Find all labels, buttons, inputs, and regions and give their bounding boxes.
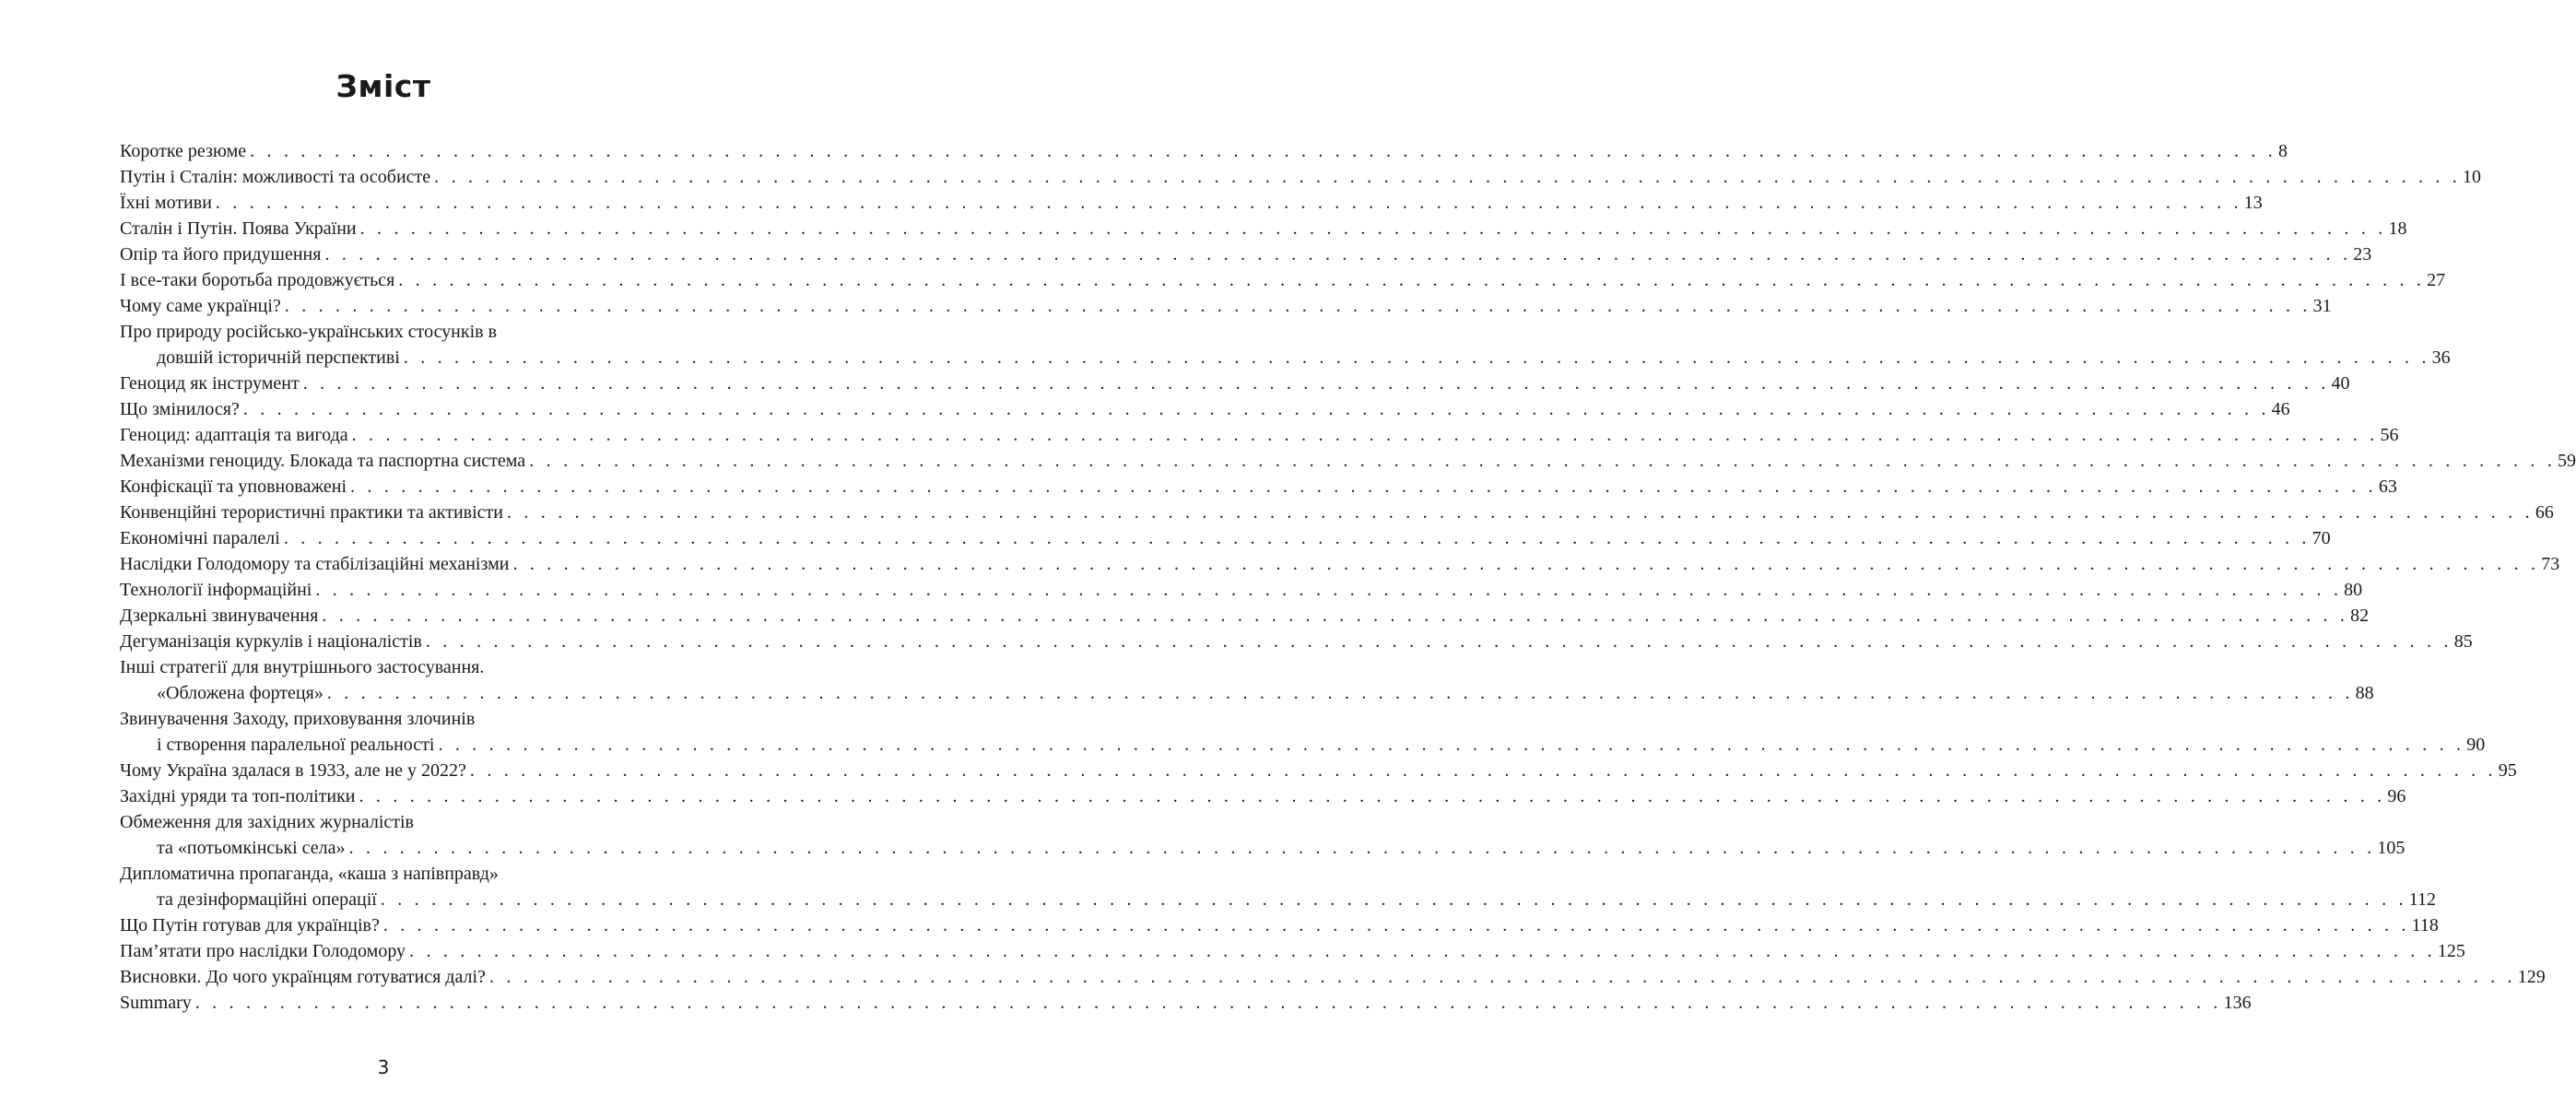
toc-entry-page-number: 40	[2331, 373, 2350, 394]
toc-entry-title: Звинувачення Заходу, приховування злочинів	[120, 709, 476, 729]
toc-entry-title: І все-таки боротьба продовжується	[120, 270, 395, 290]
toc-entry-page-number: 18	[2388, 218, 2407, 239]
toc-entry-page-number: 36	[2431, 347, 2451, 368]
toc-entry-title: Західні уряди та топ-політики	[120, 786, 356, 806]
dot-leader: . . . . . . . . . . . . . . . . . . . . . . . . . . . . . . . . . . . . . . . . . . . . . . . . . . . . . . . . . . . . . . . . . . . . . . . . . . . . . . . . . . . . . . . . . . . . . . . . . . . . . . . . . . . . . . . . . . . . . . . .	[529, 451, 2556, 471]
dot-leader: . . . . . . . . . . . . . . . . . . . . . . . . . . . . . . . . . . . . . . . . . . . . . . . . . . . . . . . . . . . . . . . . . . . . . . . . . . . . . . . . . . . . . . . . . . . . . . . . . . . . . . . . . . . . . . . . . . . . . . . .	[512, 554, 2540, 574]
toc-entry-title: Що змінилося?	[120, 399, 240, 419]
toc-entry-page-number: 112	[2408, 889, 2436, 910]
dot-leader: . . . . . . . . . . . . . . . . . . . . . . . . . . . . . . . . . . . . . . . . . . . . . . . . . . . . . . . . . . . . . . . . . . . . . . . . . . . . . . . . . . . . . . . . . . . . . . . . . . . . . . . . . . . . . . . . . . . . . . . .	[315, 580, 2343, 600]
toc-entry-title: Економічні паралелі	[120, 528, 280, 548]
toc-entry	[120, 809, 2405, 861]
toc-entry-page-number: 129	[2517, 967, 2546, 987]
dot-leader: . . . . . . . . . . . . . . . . . . . . . . . . . . . . . . . . . . . . . . . . . . . . . . . . . . . . . . . . . . . . . . . . . . . . . . . . . . . . . . . . . . . . . . . . . . . . . . . . . . . . . . . . . . . . . . . . . . . . . . . .	[469, 760, 2497, 781]
toc-entry-title: Опір та його придушення	[120, 244, 322, 265]
dot-leader: . . . . . . . . . . . . . . . . . . . . . . . . . . . . . . . . . . . . . . . . . . . . . . . . . . . . . . . . . . . . . . . . . . . . . . . . . . . . . . . . . . . . . . . . . . . . . . . . . . . . . . . . . . . . . . . . . . . . . . . .	[326, 683, 2354, 703]
dot-leader: . . . . . . . . . . . . . . . . . . . . . . . . . . . . . . . . . . . . . . . . . . . . . . . . . . . . . . . . . . . . . . . . . . . . . . . . . . . . . . . . . . . . . . . . . . . . . . . . . . . . . . . . . . . . . . . . . . . . . . . .	[284, 296, 2311, 316]
dot-leader: . . . . . . . . . . . . . . . . . . . . . . . . . . . . . . . . . . . . . . . . . . . . . . . . . . . . . . . . . . . . . . . . . . . . . . . . . . . . . . . . . . . . . . . . . . . . . . . . . . . . . . . . . . . . . . . . . . . . . . . .	[351, 425, 2379, 445]
toc-entry-title: і створення паралельної реальності	[157, 735, 435, 755]
dot-leader: . . . . . . . . . . . . . . . . . . . . . . . . . . . . . . . . . . . . . . . . . . . . . . . . . . . . . . . . . . . . . . . . . . . . . . . . . . . . . . . . . . . . . . . . . . . . . . . . . . . . . . . . . . . . . . . . . . . . . . . .	[359, 218, 2387, 239]
toc-entry	[120, 551, 2560, 577]
dot-leader: . . . . . . . . . . . . . . . . . . . . . . . . . . . . . . . . . . . . . . . . . . . . . . . . . . . . . . . . . . . . . . . . . . . . . . . . . . . . . . . . . . . . . . . . . . . . . . . . . . . . . . . . . . . . . . . . . . . . . . . .	[283, 528, 2311, 548]
toc-entry-title: Чому Україна здалася в 1933, але не у 2022?	[120, 760, 466, 781]
toc-entry-page-number: 31	[2312, 296, 2332, 316]
toc-entry-title: довшій історичній перспективі	[157, 347, 400, 368]
toc-entry-page-number: 27	[2427, 270, 2446, 290]
toc-entry	[120, 267, 2446, 293]
toc-entry	[120, 164, 2481, 190]
toc-entry-title: Інші стратегії для внутрішнього застосування.	[120, 657, 485, 677]
toc-entry-page-number: 66	[2535, 502, 2554, 523]
dot-leader: . . . . . . . . . . . . . . . . . . . . . . . . . . . . . . . . . . . . . . . . . . . . . . . . . . . . . . . . . . . . . . . . . . . . . . . . . . . . . . . . . . . . . . . . . . . . . . . . . . . . . . . . . . . . . . . . . . . . . . . .	[348, 838, 2376, 858]
dot-leader: . . . . . . . . . . . . . . . . . . . . . . . . . . . . . . . . . . . . . . . . . . . . . . . . . . . . . . . . . . . . . . . . . . . . . . . . . . . . . . . . . . . . . . . . . . . . . . . . . . . . . . . . . . . . . . . . . . . . . . . .	[438, 735, 2465, 755]
toc-entry-title: Дзеркальні звинувачення	[120, 606, 319, 626]
toc-entry-title: Путін і Сталін: можливості та особисте	[120, 167, 431, 187]
toc-entry	[120, 216, 2407, 241]
toc-entry-title: Про природу російсько-українських стосунків в	[120, 322, 498, 342]
dot-leader: . . . . . . . . . . . . . . . . . . . . . . . . . . . . . . . . . . . . . . . . . . . . . . . . . . . . . . . . . . . . . . . . . . . . . . . . . . . . . . . . . . . . . . . . . . . . . . . . . . . . . . . . . . . . . . . . . . . . . . . .	[398, 270, 2426, 290]
toc-entry-title: Механізми геноциду. Блокада та паспортна система	[120, 451, 526, 471]
toc-entry-title: Їхні мотиви	[120, 193, 212, 213]
toc-entry	[120, 293, 2332, 319]
toc-entry	[120, 912, 2439, 938]
toc-entry-page-number: 73	[2541, 554, 2560, 574]
toc-entry-page-number: 23	[2353, 244, 2372, 265]
toc-entry-title: Обмеження для західних журналістів	[120, 812, 414, 832]
toc-entry-page-number: 88	[2355, 683, 2374, 703]
toc-entry-title: Коротке резюме	[120, 141, 247, 161]
toc-entry-page-number: 8	[2277, 141, 2288, 161]
toc-entry-page-number: 70	[2311, 528, 2331, 548]
dot-leader: . . . . . . . . . . . . . . . . . . . . . . . . . . . . . . . . . . . . . . . . . . . . . . . . . . . . . . . . . . . . . . . . . . . . . . . . . . . . . . . . . . . . . . . . . . . . . . . . . . . . . . . . . . . . . . . . . . . . . . . .	[507, 502, 2534, 523]
toc-entry	[120, 758, 2517, 783]
toc-entry	[120, 138, 2288, 164]
toc-entry-title: «Обложена фортеця»	[157, 683, 323, 703]
toc-entry-title: та дезінформаційні операції	[157, 889, 377, 910]
toc-entry	[120, 396, 2290, 422]
dot-leader: . . . . . . . . . . . . . . . . . . . . . . . . . . . . . . . . . . . . . . . . . . . . . . . . . . . . . . . . . . . . . . . . . . . . . . . . . . . . . . . . . . . . . . . . . . . . . . . . . . . . . . . . . . . . . . . . . . . . . . . .	[250, 141, 2276, 161]
toc-entry-title: Конфіскації та уповноважені	[120, 477, 347, 497]
table-of-contents	[120, 138, 2576, 1016]
toc-entry-page-number: 59	[2558, 451, 2576, 471]
toc-entry-title: Конвенційні терористичні практики та активісти	[120, 502, 503, 523]
toc-entry-title: Що Путін готував для українців?	[120, 915, 380, 935]
toc-entry	[120, 964, 2546, 990]
page-title: Зміст	[335, 68, 431, 104]
toc-entry-page-number: 96	[2387, 786, 2406, 806]
toc-entry	[120, 241, 2372, 267]
toc-entry	[120, 474, 2397, 500]
toc-entry-page-number: 63	[2378, 477, 2397, 497]
dot-leader: . . . . . . . . . . . . . . . . . . . . . . . . . . . . . . . . . . . . . . . . . . . . . . . . . . . . . . . . . . . . . . . . . . . . . . . . . . . . . . . . . . . . . . . . . . . . . . . . . . . . . . . . . . . . . . . . . . . . . . . .	[488, 967, 2516, 987]
toc-entry	[120, 525, 2331, 551]
toc-entry-title: Висновки. До чого українцям готуватися далі?	[120, 967, 486, 987]
dot-leader: . . . . . . . . . . . . . . . . . . . . . . . . . . . . . . . . . . . . . . . . . . . . . . . . . . . . . . . . . . . . . . . . . . . . . . . . . . . . . . . . . . . . . . . . . . . . . . . . . . . . . . . . . . . . . . . . . . . . . . . .	[215, 193, 2242, 213]
toc-entry-title: Чому саме українці?	[120, 296, 281, 316]
dot-leader: . . . . . . . . . . . . . . . . . . . . . . . . . . . . . . . . . . . . . . . . . . . . . . . . . . . . . . . . . . . . . . . . . . . . . . . . . . . . . . . . . . . . . . . . . . . . . . . . . . . . . . . . . . . . . . . . . . . . . . . .	[380, 889, 2407, 910]
toc-entry-page-number: 80	[2344, 580, 2363, 600]
toc-entry	[120, 938, 2465, 964]
dot-leader: . . . . . . . . . . . . . . . . . . . . . . . . . . . . . . . . . . . . . . . . . . . . . . . . . . . . . . . . . . . . . . . . . . . . . . . . . . . . . . . . . . . . . . . . . . . . . . . . . . . . . . . . . . . . . . . . . . . . . . . .	[359, 786, 2386, 806]
toc-entry-page-number: 95	[2498, 760, 2517, 781]
toc-entry-title: Технології інформаційні	[120, 580, 312, 600]
toc-entry-title: Сталін і Путін. Поява України	[120, 218, 357, 239]
toc-entry	[120, 706, 2486, 758]
toc-entry-title: та «потьомкінські села»	[157, 838, 346, 858]
toc-entry-title: Пам’ятати про наслідки Голодомору	[120, 941, 406, 961]
toc-entry-page-number: 13	[2243, 193, 2263, 213]
toc-entry-page-number: 105	[2377, 838, 2405, 858]
dot-leader: . . . . . . . . . . . . . . . . . . . . . . . . . . . . . . . . . . . . . . . . . . . . . . . . . . . . . . . . . . . . . . . . . . . . . . . . . . . . . . . . . . . . . . . . . . . . . . . . . . . . . . . . . . . . . . . . . . . . . . . .	[302, 373, 2330, 394]
toc-entry-page-number: 125	[2437, 941, 2465, 961]
dot-leader: . . . . . . . . . . . . . . . . . . . . . . . . . . . . . . . . . . . . . . . . . . . . . . . . . . . . . . . . . . . . . . . . . . . . . . . . . . . . . . . . . . . . . . . . . . . . . . . . . . . . . . . . . . . . . . . . . . . . . . . .	[409, 941, 2436, 961]
toc-entry	[120, 783, 2406, 809]
toc-entry-page-number: 85	[2453, 631, 2473, 652]
toc-entry	[120, 603, 2370, 629]
dot-leader: . . . . . . . . . . . . . . . . . . . . . . . . . . . . . . . . . . . . . . . . . . . . . . . . . . . . . . . . . . . . . . . . . . . . . . . . . . . . . . . . . . . . . . . . . . . . . . . . . . . . . . . . . . . . . . . . . . . . . . . .	[322, 606, 2349, 626]
toc-entry-page-number: 10	[2462, 167, 2481, 187]
toc-entry-title: Геноцид як інструмент	[120, 373, 300, 394]
dot-leader: . . . . . . . . . . . . . . . . . . . . . . . . . . . . . . . . . . . . . . . . . . . . . . . . . . . . . . . . . . . . . . . . . . . . . . . . . . . . . . . . . . . . . . . . . . . . . . . . . . . . . . . . . . . . . . . . . . . . . . . .	[434, 167, 2461, 187]
toc-entry-page-number: 56	[2380, 425, 2399, 445]
toc-entry	[120, 629, 2473, 654]
toc-entry	[120, 422, 2399, 448]
toc-entry	[120, 319, 2451, 371]
dot-leader: . . . . . . . . . . . . . . . . . . . . . . . . . . . . . . . . . . . . . . . . . . . . . . . . . . . . . . . . . . . . . . . . . . . . . . . . . . . . . . . . . . . . . . . . . . . . . . . . . . . . . . . . . . . . . . . . . . . . . . . .	[425, 631, 2452, 652]
dot-leader: . . . . . . . . . . . . . . . . . . . . . . . . . . . . . . . . . . . . . . . . . . . . . . . . . . . . . . . . . . . . . . . . . . . . . . . . . . . . . . . . . . . . . . . . . . . . . . . . . . . . . . . . . . . . . . . . . . . . . . . .	[194, 993, 2222, 1013]
toc-entry-title: Наслідки Голодомору та стабілізаційні механізми	[120, 554, 510, 574]
toc-entry-page-number: 118	[2411, 915, 2439, 935]
toc-entry-page-number: 90	[2466, 735, 2486, 755]
dot-leader: . . . . . . . . . . . . . . . . . . . . . . . . . . . . . . . . . . . . . . . . . . . . . . . . . . . . . . . . . . . . . . . . . . . . . . . . . . . . . . . . . . . . . . . . . . . . . . . . . . . . . . . . . . . . . . . . . . . . . . . .	[403, 347, 2430, 368]
toc-entry	[120, 654, 2374, 706]
toc-entry-page-number: 136	[2223, 993, 2252, 1013]
dot-leader: . . . . . . . . . . . . . . . . . . . . . . . . . . . . . . . . . . . . . . . . . . . . . . . . . . . . . . . . . . . . . . . . . . . . . . . . . . . . . . . . . . . . . . . . . . . . . . . . . . . . . . . . . . . . . . . . . . . . . . . .	[242, 399, 2270, 419]
page-number: 3	[377, 1056, 390, 1078]
toc-entry	[120, 577, 2363, 603]
toc-entry	[120, 371, 2350, 396]
toc-entry	[120, 448, 2576, 474]
toc-entry-title: Summary	[120, 993, 192, 1013]
toc-entry	[120, 190, 2263, 216]
toc-entry-page-number: 82	[2350, 606, 2370, 626]
toc-entry	[120, 990, 2252, 1016]
dot-leader: . . . . . . . . . . . . . . . . . . . . . . . . . . . . . . . . . . . . . . . . . . . . . . . . . . . . . . . . . . . . . . . . . . . . . . . . . . . . . . . . . . . . . . . . . . . . . . . . . . . . . . . . . . . . . . . . . . . . . . . .	[382, 915, 2410, 935]
toc-entry-title: Дипломатична пропаганда, «каша з напівправд»	[120, 864, 499, 884]
toc-entry	[120, 861, 2436, 912]
dot-leader: . . . . . . . . . . . . . . . . . . . . . . . . . . . . . . . . . . . . . . . . . . . . . . . . . . . . . . . . . . . . . . . . . . . . . . . . . . . . . . . . . . . . . . . . . . . . . . . . . . . . . . . . . . . . . . . . . . . . . . . .	[350, 477, 2377, 497]
toc-entry-title: Геноцид: адаптація та вигода	[120, 425, 348, 445]
toc-entry	[120, 500, 2554, 525]
dot-leader: . . . . . . . . . . . . . . . . . . . . . . . . . . . . . . . . . . . . . . . . . . . . . . . . . . . . . . . . . . . . . . . . . . . . . . . . . . . . . . . . . . . . . . . . . . . . . . . . . . . . . . . . . . . . . . . . . . . . . . . .	[324, 244, 2352, 265]
toc-entry-page-number: 46	[2271, 399, 2290, 419]
toc-entry-title: Дегуманізація куркулів і націоналістів	[120, 631, 422, 652]
